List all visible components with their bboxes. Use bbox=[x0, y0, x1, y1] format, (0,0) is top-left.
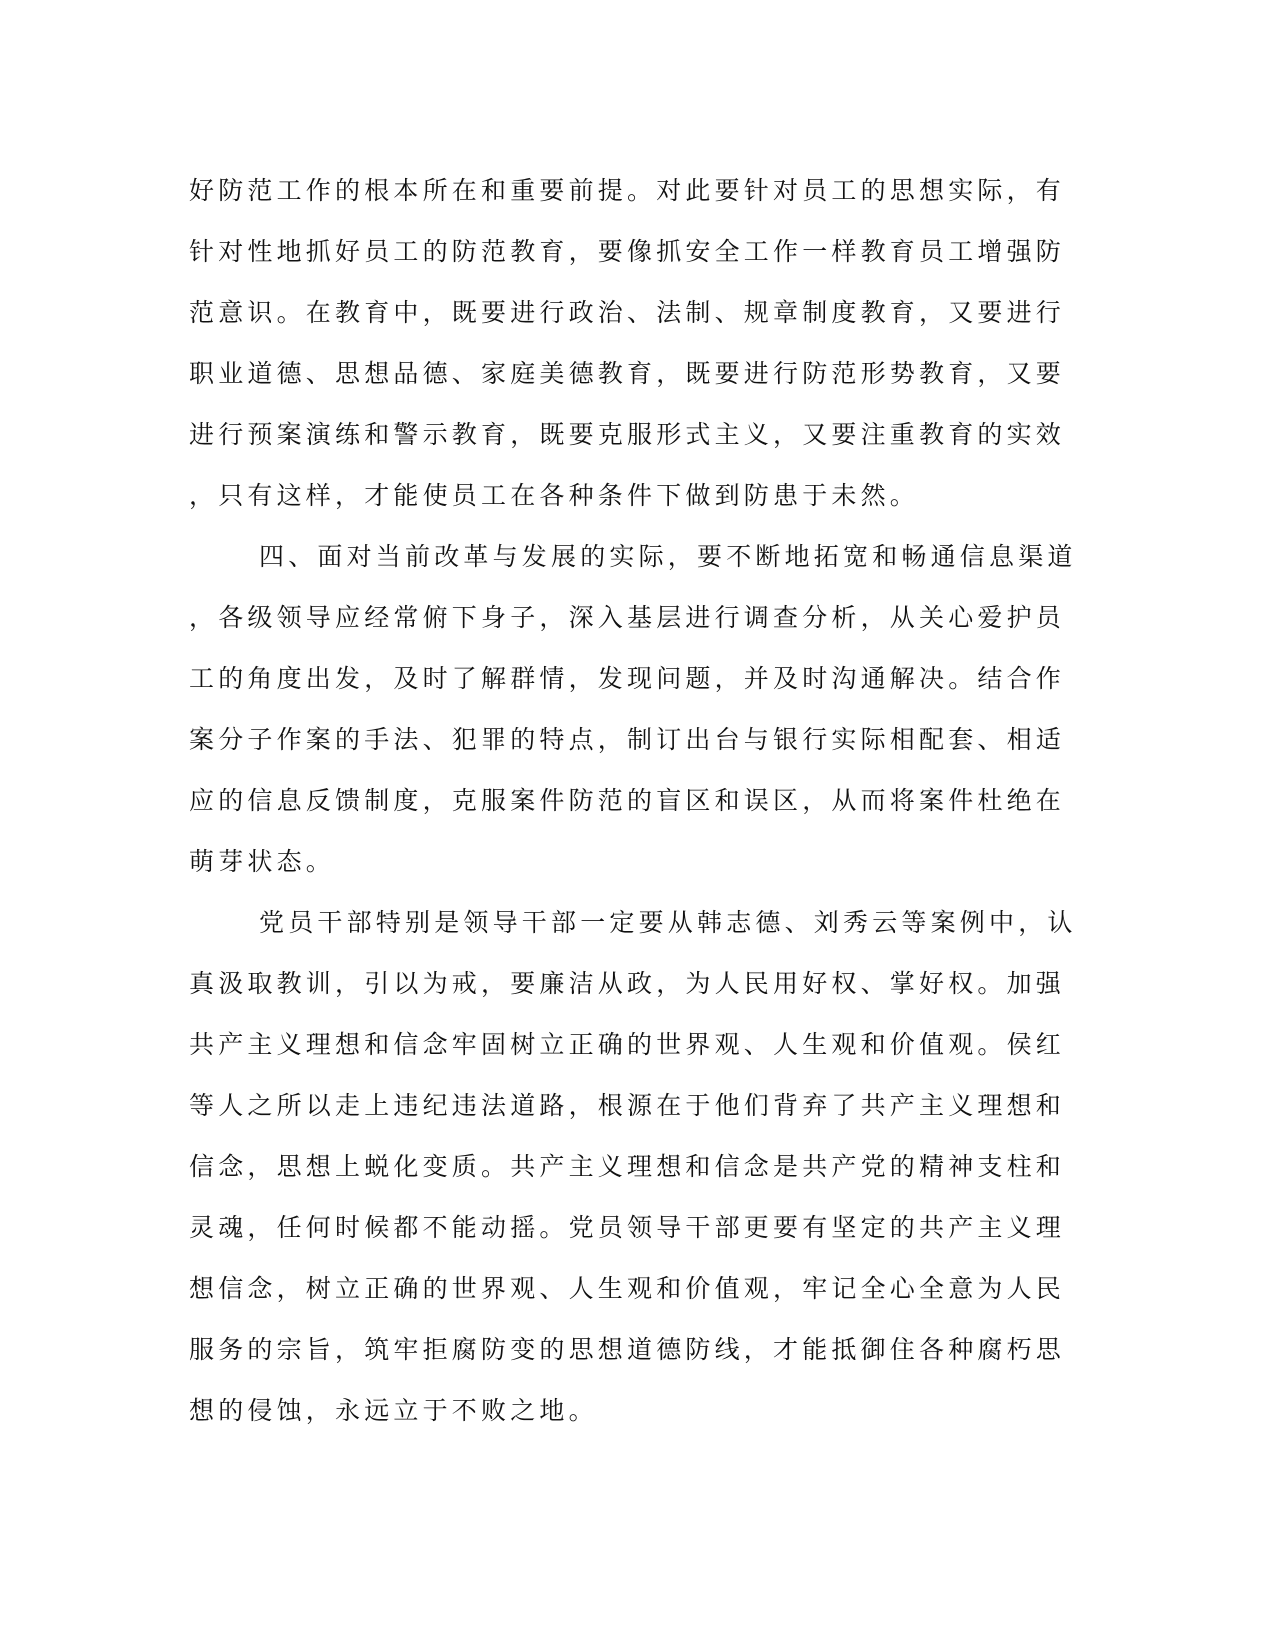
text-line: ，各级领导应经常俯下身子，深入基层进行调查分析，从关心爱护员 bbox=[189, 603, 1066, 632]
text-line: ，只有这样，才能使员工在各种条件下做到防患于未然。 bbox=[189, 481, 920, 510]
text-line: 案分子作案的手法、犯罪的特点，制订出台与银行实际相配套、相适 bbox=[189, 725, 1066, 754]
text-line: 党员干部特别是领导干部一定要从韩志德、刘秀云等案例中，认 bbox=[259, 908, 1077, 937]
document-body bbox=[189, 160, 1099, 1441]
text-line: 服务的宗旨，筑牢拒腐防变的思想道德防线，才能抵御住各种腐朽思 bbox=[189, 1335, 1066, 1364]
text-line: 好防范工作的根本所在和重要前提。对此要针对员工的思想实际，有 bbox=[189, 176, 1066, 205]
paragraph-3 bbox=[189, 892, 1099, 1441]
text-line: 工的角度出发，及时了解群情，发现问题，并及时沟通解决。结合作 bbox=[189, 664, 1066, 693]
text-line: 应的信息反馈制度，克服案件防范的盲区和误区，从而将案件杜绝在 bbox=[189, 786, 1066, 815]
text-line: 范意识。在教育中，既要进行政治、法制、规章制度教育，又要进行 bbox=[189, 298, 1066, 327]
text-line: 针对性地抓好员工的防范教育，要像抓安全工作一样教育员工增强防 bbox=[189, 237, 1066, 266]
text-line: 萌芽状态。 bbox=[189, 847, 336, 876]
text-line: 进行预案演练和警示教育，既要克服形式主义，又要注重教育的实效 bbox=[189, 420, 1066, 449]
text-line: 真汲取教训，引以为戒，要廉洁从政，为人民用好权、掌好权。加强 bbox=[189, 969, 1066, 998]
text-line: 共产主义理想和信念牢固树立正确的世界观、人生观和价值观。侯红 bbox=[189, 1030, 1066, 1059]
text-line: 四、面对当前改革与发展的实际，要不断地拓宽和畅通信息渠道 bbox=[259, 542, 1077, 571]
text-line: 信念，思想上蜕化变质。共产主义理想和信念是共产党的精神支柱和 bbox=[189, 1152, 1066, 1181]
paragraph-1 bbox=[189, 160, 1099, 526]
text-line: 灵魂，任何时候都不能动摇。党员领导干部更要有坚定的共产主义理 bbox=[189, 1213, 1066, 1242]
text-line: 等人之所以走上违纪违法道路，根源在于他们背弃了共产主义理想和 bbox=[189, 1091, 1066, 1120]
text-line: 想的侵蚀，永远立于不败之地。 bbox=[189, 1396, 598, 1425]
paragraph-2 bbox=[189, 526, 1099, 892]
text-line: 想信念，树立正确的世界观、人生观和价值观，牢记全心全意为人民 bbox=[189, 1274, 1066, 1303]
text-line: 职业道德、思想品德、家庭美德教育，既要进行防范形势教育，又要 bbox=[189, 359, 1066, 388]
